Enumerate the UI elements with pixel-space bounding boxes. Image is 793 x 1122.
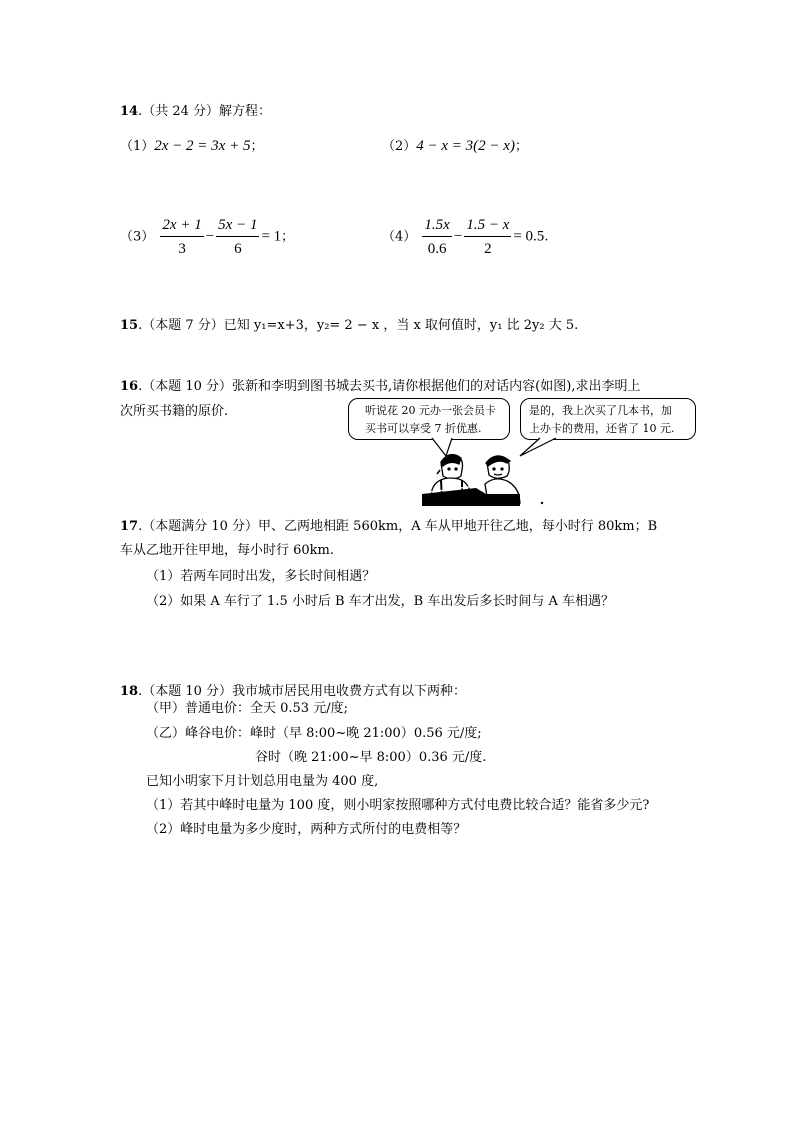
q14-part3-label: （3） <box>120 229 155 245</box>
q17-sub1: （1）若两车同时出发，多长时间相遇？ <box>146 569 376 584</box>
q14-part1-equation: 2x − 2 = 3x + 5 <box>154 138 251 154</box>
q14-part3-end: ； <box>281 229 295 245</box>
q17-number: 17 <box>120 519 139 534</box>
bubble-left-line2: 买书可以享受 7 折优惠. <box>365 422 482 435</box>
bubble-left-tail <box>432 438 452 456</box>
q14-header: 14.（共 24 分）解方程： <box>120 104 272 119</box>
q15-text: （本题 7 分）已知 y₁=x+3，y₂= 2 − x ，当 x 取何值时，y₁ 比 2y₂ 大 5. <box>142 318 579 333</box>
bubble-left-line1: 听说花 20 元办一张会员卡 <box>365 404 496 417</box>
q14-part2-equation: 4 − x = 3(2 − x) <box>416 138 515 154</box>
q14-part3-frac2-numerator: 5x − 1 <box>216 216 259 237</box>
q14-part3-frac1-numerator: 2x + 1 <box>160 216 203 237</box>
q15-number: 15 <box>120 318 139 333</box>
q16-number: 16 <box>120 379 139 394</box>
q17-sub2: （2）如果 A 车行了 1.5 小时后 B 车才出发，B 车出发后多长时间与 A 车相遇？ <box>146 594 615 609</box>
bubble-right-line1: 是的，我上次买了几本书，加 <box>529 404 672 417</box>
q18-line3: （乙）峰谷电价：峰时（早 8:00~晚 21:00）0.56 元/度; <box>146 726 482 741</box>
q14-part3-frac2-denominator: 6 <box>234 241 242 257</box>
q18-line2: （甲）普通电价：全天 0.53 元/度; <box>146 701 348 716</box>
q18-sub2: （2）峰时电量为多少度时，两种方式所付的电费相等？ <box>146 822 467 837</box>
q14-part4-end: . <box>544 229 549 245</box>
q14-part3-rhs: = 1 <box>261 228 282 245</box>
q14-part4-frac1-numerator: 1.5x <box>422 216 451 237</box>
q15: 15.（本题 7 分）已知 y₁=x+3，y₂= 2 − x ，当 x 取何值时，y₁ 比 2y₂ 大 5. <box>120 318 579 333</box>
q18-sub1: （1）若其中峰时电量为 100 度，则小明家按照哪种方式付电费比较合适？能省多少元? <box>146 798 650 813</box>
q18-number: 18 <box>120 684 139 699</box>
q14-part4-frac2-denominator: 2 <box>484 241 492 257</box>
q14-part3-frac1-denominator: 3 <box>178 241 186 257</box>
q16-line1: 16.（本题 10 分）张新和李明到图书城去买书,请你根据他们的对话内容(如图),求出李明上 <box>120 379 641 394</box>
bubble-right-line2: 上办卡的费用，还省了 10 元. <box>529 422 675 435</box>
bubble-right-tail <box>520 438 556 456</box>
q14-part3-minus: − <box>205 228 215 245</box>
q14-part4-minus: − <box>453 228 463 245</box>
q18-line1: 18.（本题 10 分）我市城市居民用电收费方式有以下两种： <box>120 684 467 699</box>
q14-part2-end: ； <box>514 139 528 154</box>
q14-part4-frac1-denominator: 0.6 <box>427 241 447 257</box>
q14-part1-label: （1） <box>120 139 155 154</box>
q14-part4-label: （4） <box>382 229 417 245</box>
q18-text-line1: （本题 10 分）我市城市居民用电收费方式有以下两种： <box>142 684 467 699</box>
q14-number: 14 <box>120 104 139 119</box>
q17-line1: 17.（本题满分 10 分）甲、乙两地相距 560km，A 车从甲地开往乙地，每小时行 80km；B <box>120 519 658 534</box>
q14-part2-label: （2） <box>382 139 417 154</box>
q14-part4-frac2-numerator: 1.5 − x <box>464 216 511 237</box>
q14-header-text: （共 24 分）解方程： <box>142 104 272 119</box>
q18-line5: 已知小明家下月计划总用电量为 400 度, <box>146 774 379 789</box>
q16-line2: 次所买书籍的原价. <box>120 404 229 419</box>
q14-part4-rhs: = 0.5 <box>513 228 545 245</box>
q17-line2: 车从乙地开往甲地，每小时行 60km. <box>120 543 335 558</box>
q18-line4: 谷时（晚 21:00~早 8:00）0.36 元/度. <box>255 750 487 765</box>
q16-text-line1: （本题 10 分）张新和李明到图书城去买书,请你根据他们的对话内容(如图),求出李明上 <box>142 379 641 394</box>
period-dot <box>541 502 543 504</box>
q17-text-line1: （本题满分 10 分）甲、乙两地相距 560km，A 车从甲地开往乙地，每小时行 80km；B <box>142 519 658 534</box>
q14-part1-end: ； <box>250 139 264 154</box>
